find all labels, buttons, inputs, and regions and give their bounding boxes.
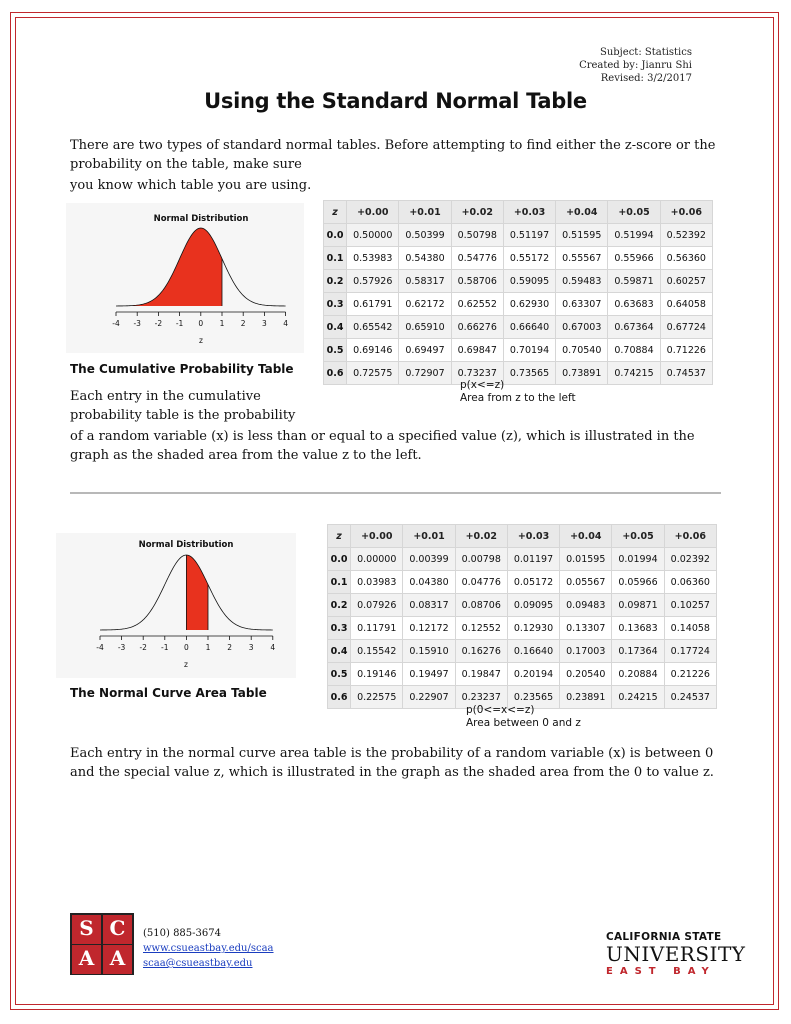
cumulative-row	[324, 224, 713, 247]
document-meta	[579, 46, 692, 85]
cumulative-cell: 0.50399	[399, 224, 451, 247]
cumulative-row	[324, 247, 713, 270]
cumulative-cell: 0.74537	[660, 362, 712, 385]
area-cell: 0.06360	[664, 571, 716, 594]
x-tick-label: 3	[262, 319, 267, 328]
area-cell: 0.16276	[455, 640, 507, 663]
area-cell: 0.16640	[507, 640, 559, 663]
x-tick-label: 4	[283, 319, 288, 328]
area-cell: 0.19847	[455, 663, 507, 686]
area-cell: 0.00399	[403, 548, 455, 571]
area-row	[328, 594, 717, 617]
cumulative-row	[324, 316, 713, 339]
cumulative-z-cell: 0.5	[324, 339, 347, 362]
cumulative-cell: 0.62930	[503, 293, 555, 316]
x-tick-label: 1	[219, 319, 225, 328]
area-cell: 0.01595	[560, 548, 612, 571]
x-tick-label: -4	[96, 643, 104, 652]
area-row	[328, 640, 717, 663]
x-tick-label: 2	[227, 643, 232, 652]
area-cell: 0.13683	[612, 617, 664, 640]
area-cell: 0.05966	[612, 571, 664, 594]
area-cell: 0.00000	[351, 548, 403, 571]
area-z-cell: 0.5	[328, 663, 351, 686]
cumulative-cell: 0.74215	[608, 362, 660, 385]
contact-info	[143, 926, 274, 971]
area-cell: 0.09483	[560, 594, 612, 617]
area-z-cell: 0.6	[328, 686, 351, 709]
cumulative-cell: 0.67003	[556, 316, 608, 339]
cumulative-cell: 0.51595	[556, 224, 608, 247]
cumulative-cell: 0.65910	[399, 316, 451, 339]
cumulative-cell: 0.70540	[556, 339, 608, 362]
area-z-cell: 0.0	[328, 548, 351, 571]
cumulative-row	[324, 339, 713, 362]
cumulative-cell: 0.73565	[503, 362, 555, 385]
area-cell: 0.20194	[507, 663, 559, 686]
cumulative-col-header: +0.00	[347, 201, 399, 224]
cumulative-z-cell: 0.1	[324, 247, 347, 270]
cumulative-caption-formula: p(x<=z)	[460, 379, 505, 391]
x-tick-label: -2	[139, 643, 147, 652]
cumulative-cell: 0.64058	[660, 293, 712, 316]
cumulative-col-header: +0.04	[556, 201, 608, 224]
logo-letter-a2: A	[103, 945, 132, 974]
area-cell: 0.08706	[455, 594, 507, 617]
contact-phone: (510) 885-3674	[143, 928, 221, 939]
area-z-cell: 0.4	[328, 640, 351, 663]
area-col-header: +0.06	[664, 525, 716, 548]
x-tick-label: 4	[270, 643, 276, 652]
area-row	[328, 617, 717, 640]
cumulative-cell: 0.58317	[399, 270, 451, 293]
area-col-header: +0.03	[507, 525, 559, 548]
logo-letter-s: S	[72, 915, 101, 944]
area-z-cell: 0.3	[328, 617, 351, 640]
email-link[interactable]: scaa@csueastbay.edu	[143, 958, 253, 969]
area-cell: 0.07926	[351, 594, 403, 617]
section-divider	[70, 492, 721, 494]
area-heading: The Normal Curve Area Table	[70, 686, 267, 700]
cumulative-cell: 0.69847	[451, 339, 503, 362]
cumulative-cell: 0.67724	[660, 316, 712, 339]
area-cell: 0.08317	[403, 594, 455, 617]
area-row	[328, 571, 717, 594]
area-cell: 0.20884	[612, 663, 664, 686]
area-cell: 0.17003	[560, 640, 612, 663]
university-line-2: UNIVERSITY	[606, 942, 746, 966]
area-cell: 0.09095	[507, 594, 559, 617]
cumulative-row	[324, 270, 713, 293]
cumulative-col-header: +0.01	[399, 201, 451, 224]
cumulative-z-cell: 0.2	[324, 270, 347, 293]
cumulative-normal-chart	[66, 203, 304, 353]
shaded-area	[186, 555, 208, 630]
cumulative-cell: 0.63307	[556, 293, 608, 316]
scaa-logo	[70, 913, 134, 975]
logo-letter-c: C	[103, 915, 132, 944]
x-tick-label: -3	[133, 319, 141, 328]
area-col-header: +0.01	[403, 525, 455, 548]
cumulative-cell: 0.51994	[608, 224, 660, 247]
cumulative-caption	[460, 379, 576, 405]
area-cell: 0.04776	[455, 571, 507, 594]
area-cell: 0.12552	[455, 617, 507, 640]
area-col-header: +0.04	[560, 525, 612, 548]
area-cell: 0.22575	[351, 686, 403, 709]
area-col-header: +0.05	[612, 525, 664, 548]
cumulative-cell: 0.61791	[347, 293, 399, 316]
area-cell: 0.23565	[507, 686, 559, 709]
page-title: Using the Standard Normal Table	[204, 89, 587, 113]
area-cell: 0.17724	[664, 640, 716, 663]
x-tick-label: 0	[184, 643, 189, 652]
cumulative-cell: 0.51197	[503, 224, 555, 247]
cumulative-col-header: +0.02	[451, 201, 503, 224]
area-row	[328, 663, 717, 686]
website-link[interactable]: www.csueastbay.edu/scaa	[143, 943, 274, 954]
cumulative-caption-desc: Area from z to the left	[460, 392, 576, 404]
cumulative-cell: 0.57926	[347, 270, 399, 293]
x-axis-label: z	[184, 660, 188, 669]
cumulative-cell: 0.59483	[556, 270, 608, 293]
x-tick-label: -4	[112, 319, 120, 328]
cumulative-col-header: +0.03	[503, 201, 555, 224]
x-tick-label: -1	[161, 643, 169, 652]
cumulative-col-header: +0.06	[660, 201, 712, 224]
area-cell: 0.05567	[560, 571, 612, 594]
area-cell: 0.23237	[455, 686, 507, 709]
intro-line-1: There are two types of standard normal tables. Before attempting to find either the z-score or the probability on the table, make sure	[70, 138, 716, 172]
area-cell: 0.01197	[507, 548, 559, 571]
cumulative-cell: 0.50798	[451, 224, 503, 247]
cumulative-cell: 0.59095	[503, 270, 555, 293]
cumulative-cell: 0.71226	[660, 339, 712, 362]
cumulative-row	[324, 293, 713, 316]
cumulative-cell: 0.70194	[503, 339, 555, 362]
x-tick-label: 2	[240, 319, 246, 328]
university-line-1: CALIFORNIA STATE	[606, 931, 722, 943]
chart-title: Normal Distribution	[153, 214, 249, 224]
cumulative-cell: 0.73237	[451, 362, 503, 385]
area-z-cell: 0.2	[328, 594, 351, 617]
x-tick-label: 0	[198, 319, 204, 328]
cumulative-normal-svg	[66, 203, 304, 353]
cumulative-table	[323, 200, 713, 385]
cumulative-para-a: Each entry in the cumulative probability table is the probability	[70, 389, 296, 423]
cumulative-col-header: +0.05	[608, 201, 660, 224]
area-normal-chart	[56, 533, 296, 678]
cumulative-cell: 0.55172	[503, 247, 555, 270]
x-tick-label: 1	[205, 643, 211, 652]
cumulative-cell: 0.66276	[451, 316, 503, 339]
cumulative-cell: 0.72575	[347, 362, 399, 385]
cumulative-cell: 0.65542	[347, 316, 399, 339]
area-cell: 0.13307	[560, 617, 612, 640]
cumulative-cell: 0.50000	[347, 224, 399, 247]
cumulative-z-cell: 0.6	[324, 362, 347, 385]
area-caption	[466, 704, 581, 730]
cumulative-cell: 0.55567	[556, 247, 608, 270]
university-line-3: EAST BAY	[606, 966, 716, 977]
subject-line: Subject: Statistics	[599, 47, 692, 58]
area-col-header: +0.02	[455, 525, 507, 548]
area-cell: 0.15910	[403, 640, 455, 663]
cumulative-para-b: of a random variable (x) is less than or equal to a specified value (z), which is illustrated in the graph as the shaded area from the value z to the left.	[70, 429, 695, 463]
area-row	[328, 548, 717, 571]
cumulative-cell: 0.63683	[608, 293, 660, 316]
cumulative-cell: 0.53983	[347, 247, 399, 270]
area-cell: 0.04380	[403, 571, 455, 594]
cumulative-cell: 0.62172	[399, 293, 451, 316]
area-cell: 0.22907	[403, 686, 455, 709]
cumulative-cell: 0.56360	[660, 247, 712, 270]
cumulative-cell: 0.52392	[660, 224, 712, 247]
area-cell: 0.19497	[403, 663, 455, 686]
area-cell: 0.00798	[455, 548, 507, 571]
cumulative-cell: 0.54776	[451, 247, 503, 270]
x-tick-label: -3	[117, 643, 126, 652]
area-table	[327, 524, 717, 709]
area-cell: 0.11791	[351, 617, 403, 640]
chart-title: Normal Distribution	[138, 540, 234, 550]
area-cell: 0.21226	[664, 663, 716, 686]
author-line: Created by: Jianru Shi	[579, 60, 692, 71]
area-caption-formula: p(0<=x<=z)	[466, 704, 535, 716]
cumulative-col-header: z	[324, 201, 347, 224]
cumulative-cell: 0.67364	[608, 316, 660, 339]
area-col-header: z	[328, 525, 351, 548]
area-z-cell: 0.1	[328, 571, 351, 594]
area-cell: 0.05172	[507, 571, 559, 594]
area-cell: 0.24215	[612, 686, 664, 709]
logo-letter-a1: A	[72, 945, 101, 974]
area-cell: 0.02392	[664, 548, 716, 571]
area-cell: 0.20540	[560, 663, 612, 686]
area-cell: 0.17364	[612, 640, 664, 663]
university-logo	[606, 931, 746, 977]
cumulative-cell: 0.60257	[660, 270, 712, 293]
cumulative-cell: 0.69497	[399, 339, 451, 362]
area-cell: 0.12930	[507, 617, 559, 640]
cumulative-cell: 0.70884	[608, 339, 660, 362]
cumulative-cell: 0.54380	[399, 247, 451, 270]
area-cell: 0.14058	[664, 617, 716, 640]
cumulative-cell: 0.58706	[451, 270, 503, 293]
revised-line: Revised: 3/2/2017	[600, 73, 692, 84]
cumulative-z-cell: 0.4	[324, 316, 347, 339]
area-cell: 0.24537	[664, 686, 716, 709]
area-cell: 0.12172	[403, 617, 455, 640]
x-tick-label: -1	[175, 319, 184, 328]
cumulative-cell: 0.66640	[503, 316, 555, 339]
cumulative-heading: The Cumulative Probability Table	[70, 362, 294, 376]
cumulative-cell: 0.72907	[399, 362, 451, 385]
area-cell: 0.15542	[351, 640, 403, 663]
area-para: Each entry in the normal curve area table is the probability of a random variable (x) is between 0 and the special value z, which is illustrated in the graph as the shaded area from the 0 to value z.	[70, 746, 714, 780]
cumulative-cell: 0.73891	[556, 362, 608, 385]
area-cell: 0.09871	[612, 594, 664, 617]
cumulative-cell: 0.69146	[347, 339, 399, 362]
cumulative-z-cell: 0.3	[324, 293, 347, 316]
cumulative-z-cell: 0.0	[324, 224, 347, 247]
cumulative-cell: 0.62552	[451, 293, 503, 316]
area-cell: 0.03983	[351, 571, 403, 594]
area-normal-svg	[56, 533, 296, 678]
x-axis-label: z	[199, 336, 203, 345]
cumulative-cell: 0.59871	[608, 270, 660, 293]
intro-line-2: you know which table you are using.	[70, 178, 312, 193]
x-tick-label: -2	[154, 319, 163, 328]
area-cell: 0.01994	[612, 548, 664, 571]
area-cell: 0.19146	[351, 663, 403, 686]
shaded-area	[116, 228, 222, 306]
area-col-header: +0.00	[351, 525, 403, 548]
x-tick-label: 3	[248, 643, 254, 652]
area-cell: 0.10257	[664, 594, 716, 617]
cumulative-cell: 0.55966	[608, 247, 660, 270]
area-cell: 0.23891	[560, 686, 612, 709]
area-caption-desc: Area between 0 and z	[466, 717, 581, 729]
